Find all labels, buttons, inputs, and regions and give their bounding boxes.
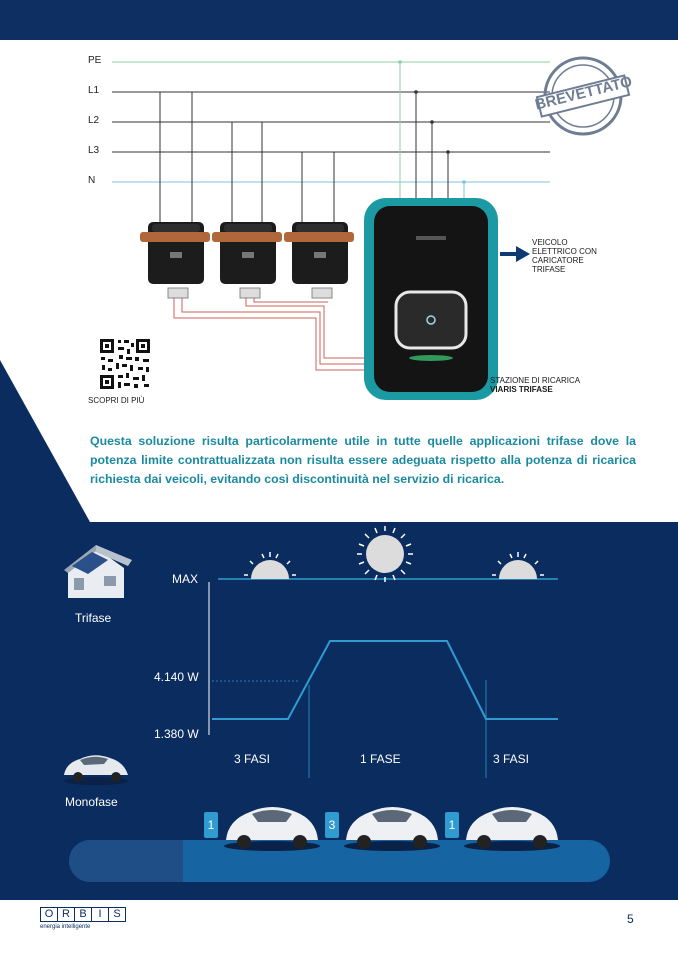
- phase-badge-1: 1: [207, 818, 215, 832]
- car-icon: [464, 807, 560, 851]
- qr-code[interactable]: [98, 337, 152, 391]
- qr-caption[interactable]: SCOPRI DI PIÙ: [88, 396, 145, 405]
- y-label-max: MAX: [172, 572, 199, 586]
- logo-letters: O R B I S: [40, 907, 126, 922]
- segment-label-3: 3 FASI: [493, 752, 530, 766]
- power-chart: [0, 522, 678, 900]
- vehicle-label: VEICOLO ELETTRICO CON CARICATORE TRIFASE: [532, 238, 597, 274]
- orbis-logo: [40, 907, 126, 930]
- wire-label-pe: PE: [88, 55, 102, 66]
- car-icon: [344, 807, 440, 851]
- phase-badge-2: 3: [328, 818, 336, 832]
- ct-sensor-1: [140, 222, 210, 298]
- segment-label-1: 3 FASI: [234, 752, 271, 766]
- segment-label-2: 1 FASE: [360, 752, 401, 766]
- label-monofase: Monofase: [65, 795, 118, 809]
- wire-label-l3: L3: [88, 145, 100, 156]
- sun-icon: [357, 526, 413, 582]
- station-label: STAZIONE DI RICARICA VIARIS TRIFASE: [490, 376, 581, 394]
- side-car-icon: [64, 755, 128, 785]
- sun-icon: [244, 552, 296, 579]
- y-label-4140: 4.140 W: [154, 670, 199, 684]
- phase-badge-3: 1: [448, 818, 456, 832]
- ct-sensor-2: [212, 222, 282, 298]
- patent-stamp: [534, 54, 632, 138]
- house-icon: [64, 545, 132, 598]
- car-icon: [224, 807, 320, 851]
- charging-station: [364, 198, 498, 400]
- y-label-1380: 1.380 W: [154, 727, 199, 741]
- wire-label-l1: L1: [88, 85, 100, 96]
- sun-icon: [492, 552, 544, 579]
- wire-label-n: N: [88, 175, 96, 186]
- description-paragraph: Questa soluzione risulta particolarmente utile in tutte quelle applicazioni trifase dove la potenza limite contrattualizzata non risulta essere adeguata rispetto alla potenza di ricarica richiesta dai veicoli, evitando così discontinuità nel servizio di ricarica.: [90, 434, 636, 486]
- label-trifase: Trifase: [75, 611, 112, 625]
- logo-tagline: energia intelligente: [40, 924, 91, 930]
- wire-label-l2: L2: [88, 115, 100, 126]
- power-profile-line: [212, 641, 558, 719]
- page-number: 5: [627, 912, 634, 926]
- stamp-text: BREVETTATO: [533, 73, 634, 114]
- ct-sensor-3: [284, 222, 354, 298]
- top-bar: [0, 0, 678, 40]
